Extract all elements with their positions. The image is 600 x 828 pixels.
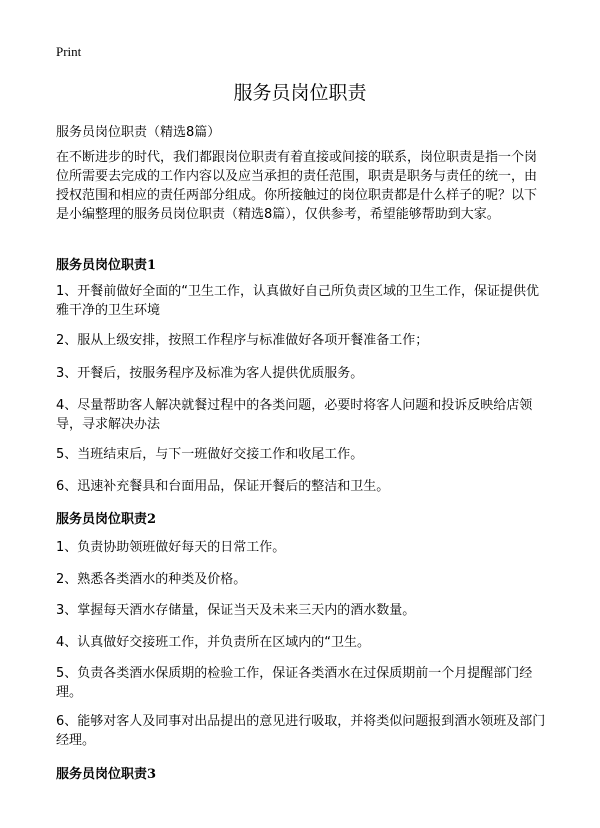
list-item: 5、当班结束后，与下一班做好交接工作和收尾工作。 (56, 447, 364, 462)
list-item: 1、开餐前做好全面的“卫生工作，认真做好自己所负责区域的卫生工作，保证提供优雅干净的卫生环境 (56, 284, 540, 318)
section-heading: 服务员岗位职责2 (56, 512, 157, 527)
list-item: 2、熟悉各类酒水的种类及价格。 (56, 572, 247, 587)
list-item: 4、尽量帮助客人解决就餐过程中的各类问题，必要时将客人问题和投诉反映给店领导，寻求解决办法 (56, 398, 533, 432)
list-item: 2、服从上级安排，按照工作程序与标准做好各项开餐准备工作； (56, 333, 429, 348)
list-item: 5、负责各类酒水保质期的检验工作，保证各类酒水在过保质期前一个月提醒部门经理。 (56, 666, 533, 700)
list-item: 6、迅速补充餐具和台面用品，保证开餐后的整洁和卫生。 (56, 479, 390, 494)
list-item: 3、掌握每天酒水存储量，保证当天及未来三天内的酒水数量。 (56, 603, 416, 618)
list-item: 1、负责协助领班做好每天的日常工作。 (56, 540, 286, 555)
list-item: 4、认真做好交接班工作，并负责所在区域内的“卫生。 (56, 635, 371, 650)
list-item: 3、开餐后，按服务程序及标准为客人提供优质服务。 (56, 366, 364, 381)
page-title: 服务员岗位职责 (233, 82, 367, 104)
subtitle: 服务员岗位职责（精选8篇） (56, 125, 221, 140)
list-item: 6、能够对客人及同事对出品提出的意见进行吸取，并将类似问题报到酒水领班及部门经理。 (56, 714, 546, 748)
section-heading: 服务员岗位职责3 (56, 767, 157, 782)
print-link[interactable]: Print (56, 44, 82, 59)
intro-paragraph: 在不断进步的时代，我们都跟岗位职责有着直接或间接的联系，岗位职责是指一个岗位所需要去完成的工作内容以及应当承担的责任范围，职责是职务与责任的统一，由授权范围和相应的责任两部分组成。你所接触过的岗位职责都是什么样子的呢？以下是小编整理的服务员岗位职责（精选8篇），仅供参考，希望能够帮助到大家。 (56, 150, 538, 222)
section-heading: 服务员岗位职责1 (56, 258, 157, 273)
